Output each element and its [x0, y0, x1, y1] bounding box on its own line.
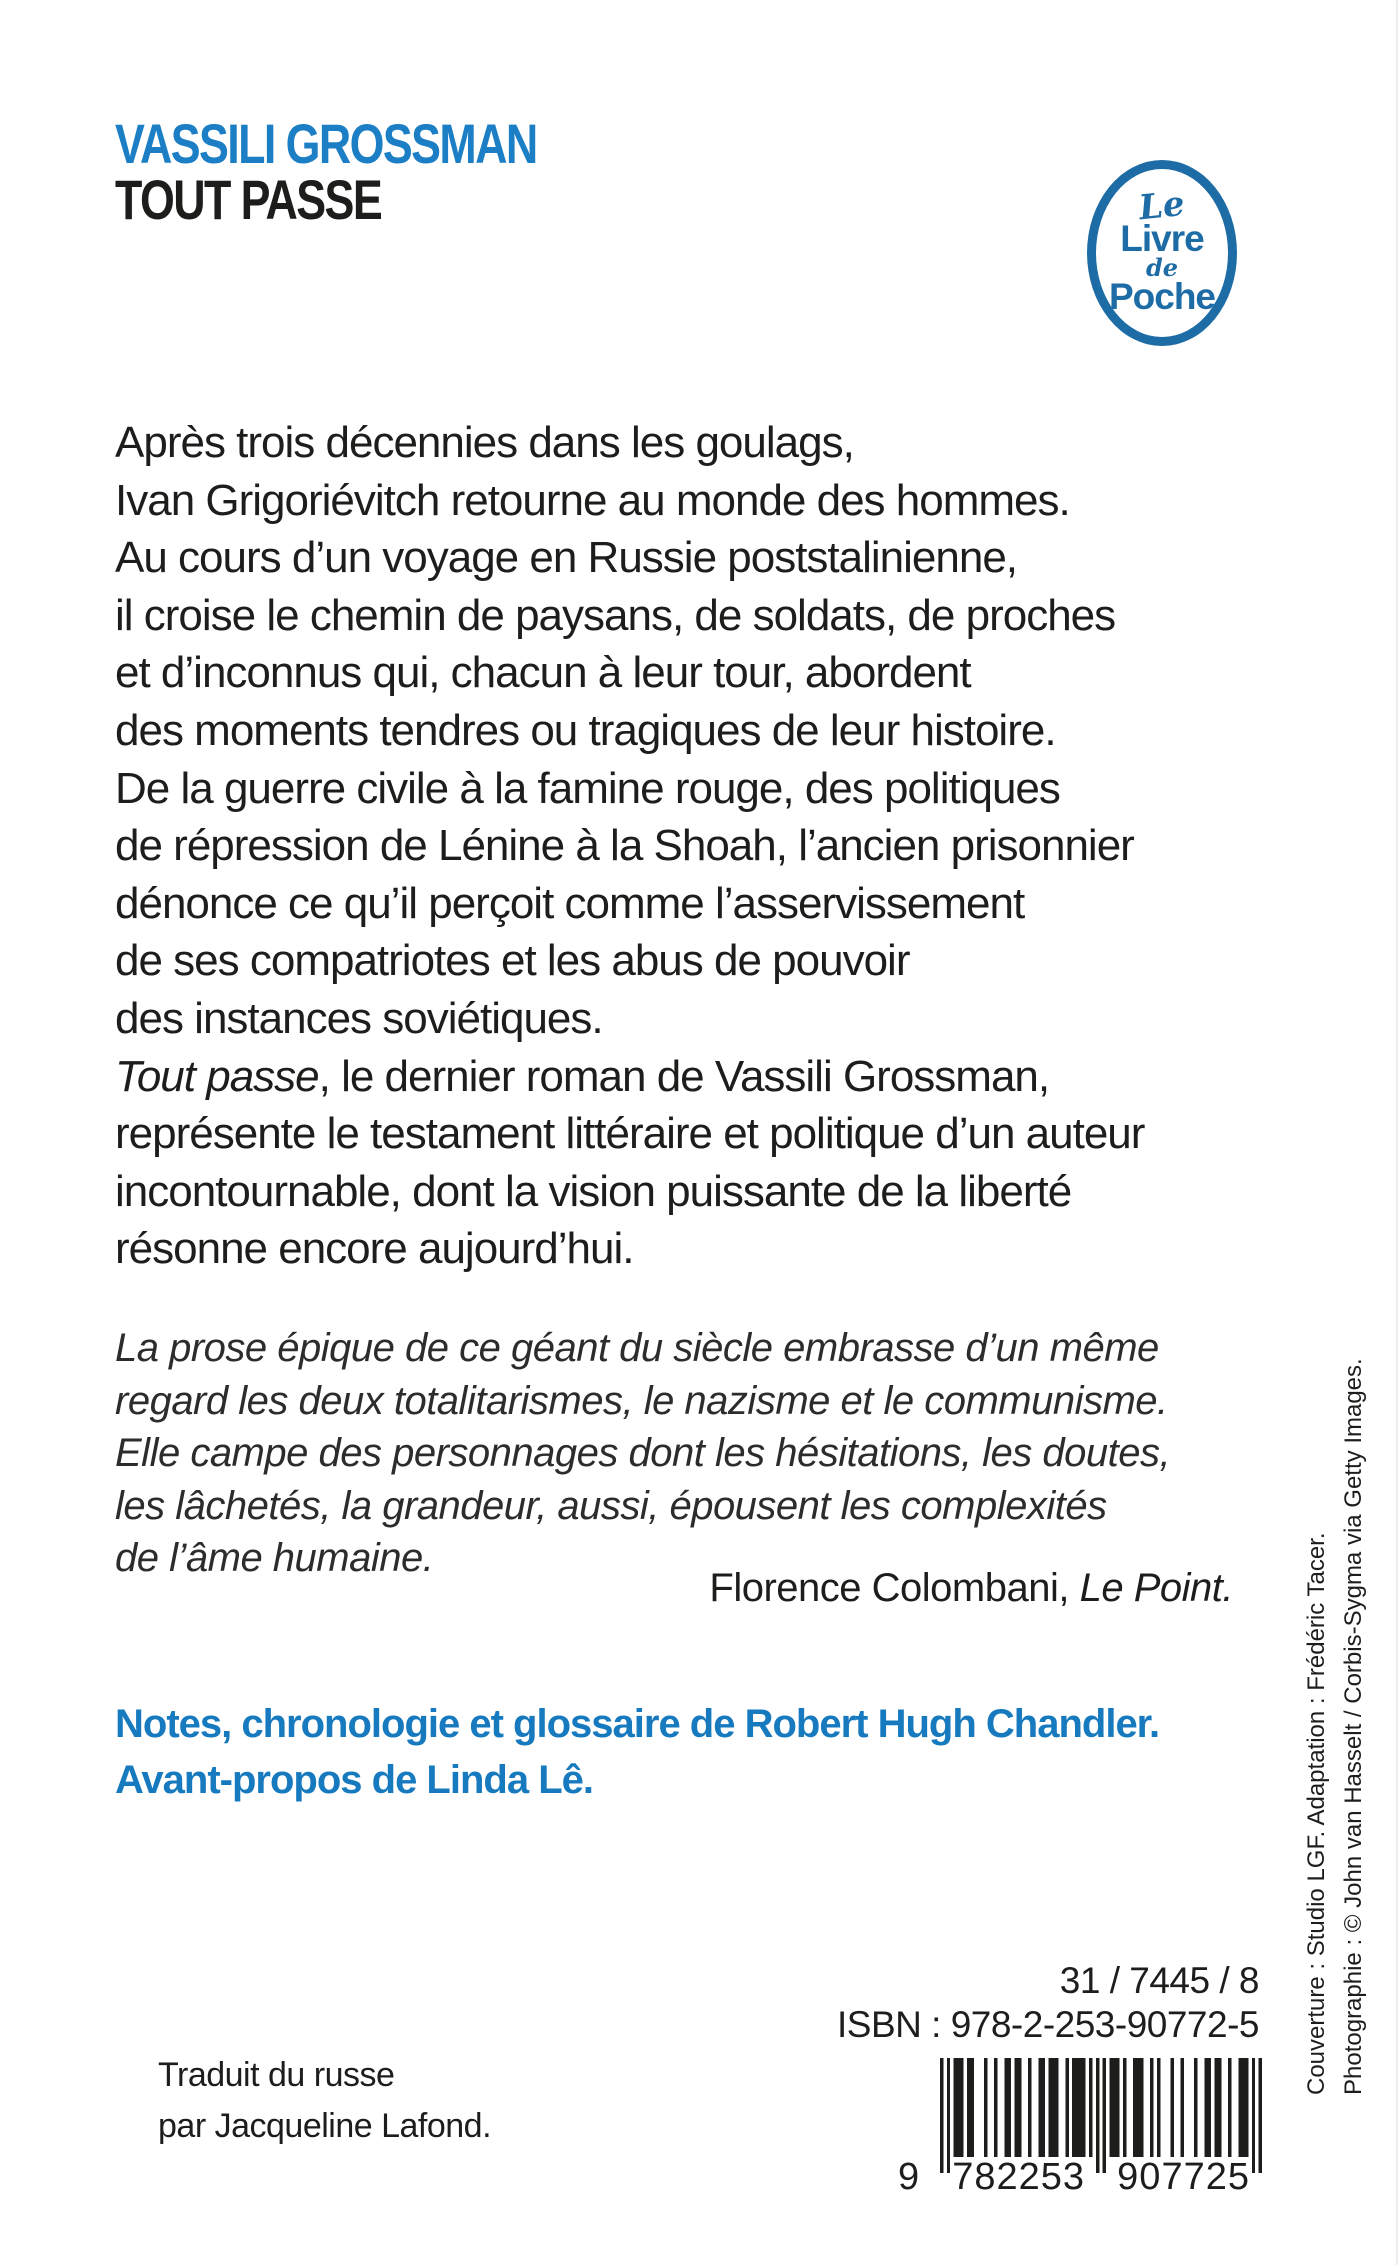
synopsis-line: et d’inconnus qui, chacun à leur tour, abordent: [115, 648, 971, 698]
title-block: [115, 112, 642, 231]
quote-attribution-source: Le Point.: [1079, 1566, 1233, 1610]
cover-credit-design: Couverture : Studio LGF. Adaptation : Frédéric Tacer.: [1303, 1532, 1330, 2095]
quote-line: La prose épique de ce géant du siècle embrasse d’un même: [115, 1326, 1159, 1370]
edition-notes: [115, 1696, 1159, 1808]
synopsis-line: incontournable, dont la vision puissante de la liberté: [115, 1166, 1072, 1216]
quote-line: Elle campe des personnages dont les hésitations, les doutes,: [115, 1431, 1171, 1475]
quote-attribution: [709, 1566, 1233, 1611]
logo-livre: Livre: [1120, 218, 1204, 259]
synopsis-line: il croise le chemin de paysans, de soldats, de proches: [115, 590, 1116, 640]
synopsis-line: Après trois décennies dans les goulags,: [115, 418, 854, 467]
print-code: 31 / 7445 / 8: [1059, 1960, 1259, 2001]
press-quote: [115, 1322, 1170, 1585]
quote-line: les lâchetés, la grandeur, aussi, épousent les complexités: [115, 1483, 1107, 1528]
synopsis-line: Au cours d’un voyage en Russie poststalinienne,: [115, 533, 1018, 583]
synopsis-line: de ses compatriotes et les abus de pouvoir: [115, 936, 910, 986]
quote-attribution-name: Florence Colombani,: [709, 1566, 1080, 1610]
synopsis-line: De la guerre civile à la famine rouge, des politiques: [115, 763, 1060, 813]
synopsis-line: Tout passe, le dernier roman de Vassili Grossman,: [115, 1051, 1050, 1101]
cover-credits-vertical: [1298, 1358, 1372, 2095]
edition-notes-line: Avant-propos de Linda Lê.: [115, 1758, 593, 1802]
synopsis: [115, 414, 1144, 1278]
page-edge-line: [1396, 0, 1398, 2265]
synopsis-line: des moments tendres ou tragiques de leur histoire.: [115, 705, 1056, 755]
barcode-digit-first: 9: [898, 2156, 921, 2198]
author-name: VASSILI GROSSMAN: [115, 112, 537, 175]
publisher-logo: [1087, 160, 1237, 346]
logo-poche: Poche: [1108, 276, 1216, 317]
translator-line: par Jacqueline Lafond.: [158, 2107, 492, 2145]
quote-line: regard les deux totalitarismes, le nazisme et le communisme.: [115, 1378, 1168, 1423]
translator-line: Traduit du russe: [158, 2056, 395, 2094]
cover-credit-photo: Photographie : © John van Hasselt / Corbis-Sygma via Getty Images.: [1340, 1358, 1367, 2095]
barcode-digits: [898, 2156, 1250, 2199]
translator-credit: [158, 2050, 491, 2152]
logo-de: de: [1145, 253, 1179, 282]
synopsis-line: de répression de Lénine à la Shoah, l’ancien prisonnier: [115, 821, 1134, 871]
logo-le: Le: [1137, 183, 1187, 229]
quote-line: de l’âme humaine.: [115, 1536, 434, 1580]
synopsis-line: Ivan Grigoriévitch retourne au monde des hommes.: [115, 475, 1070, 525]
book-title: TOUT PASSE: [115, 168, 382, 231]
barcode-digits-right: 907725: [1117, 2156, 1250, 2198]
synopsis-line: représente le testament littéraire et politique d’un auteur: [115, 1109, 1145, 1159]
synopsis-line: des instances soviétiques.: [115, 993, 603, 1043]
edition-notes-line: Notes, chronologie et glossaire de Robert Hugh Chandler.: [115, 1702, 1160, 1746]
book-title-inline: Tout passe: [115, 1051, 319, 1101]
synopsis-line: dénonce ce qu’il perçoit comme l’asservissement: [115, 878, 1025, 928]
isbn: ISBN : 978-2-253-90772-5: [837, 2004, 1259, 2045]
barcode-digits-left: 782253: [952, 2156, 1086, 2198]
synopsis-line: résonne encore aujourd’hui.: [115, 1224, 634, 1274]
